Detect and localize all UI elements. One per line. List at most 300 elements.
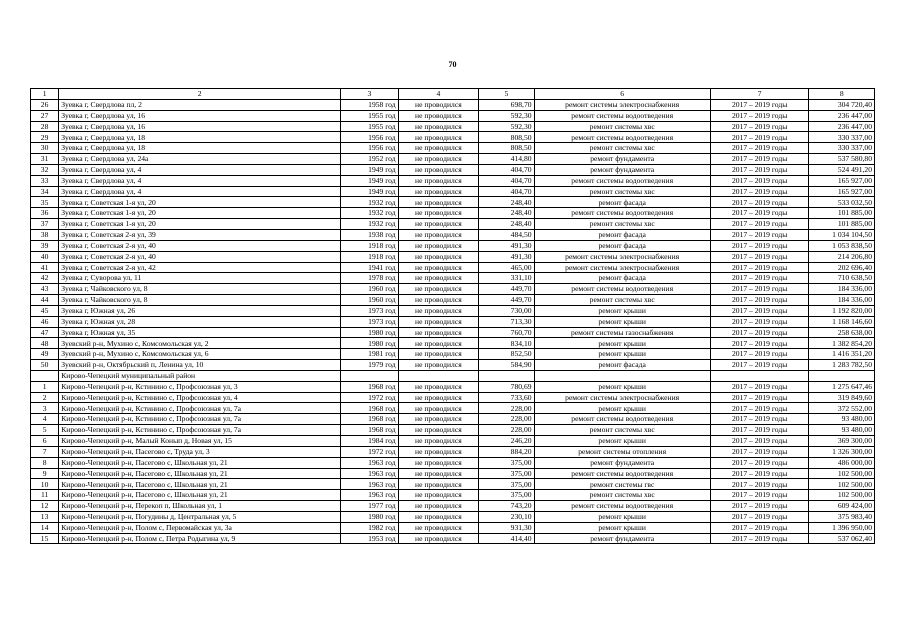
cell-address: Кирово-Чепецкий р-н, Погудины д, Центральная ул, 5 bbox=[59, 511, 341, 522]
cell-row-number: 43 bbox=[31, 284, 59, 295]
cell-row-number: 27 bbox=[31, 110, 59, 121]
cell-period: 2017 – 2019 годы bbox=[710, 175, 809, 186]
cell-cost: 236 447,00 bbox=[809, 121, 875, 132]
cell-work-type: ремонт системы водоотведения bbox=[534, 208, 710, 219]
cell-area: 449,70 bbox=[479, 295, 534, 306]
cell-last-repair: не проводился bbox=[398, 511, 479, 522]
cell-period: 2017 – 2019 годы bbox=[710, 132, 809, 143]
cell-address: Кирово-Чепецкий р-н, Полом с, Первомайская ул, 3а bbox=[59, 522, 341, 533]
cell-period: 2017 – 2019 годы bbox=[710, 305, 809, 316]
cell-work-type: ремонт крыши bbox=[534, 403, 710, 414]
cell-build-year: 1932 год bbox=[341, 219, 398, 230]
cell-period: 2017 – 2019 годы bbox=[710, 327, 809, 338]
cell-address: Зуевка г, Свердлова ул, 18 bbox=[59, 132, 341, 143]
column-header: 1 bbox=[31, 89, 59, 100]
cell-work-type: ремонт фасада bbox=[534, 229, 710, 240]
cell-area: 491,30 bbox=[479, 251, 534, 262]
cell-address: Зуевка г, Свердлова ул, 16 bbox=[59, 121, 341, 132]
cell-cost: 710 638,50 bbox=[809, 273, 875, 284]
cell-work-type: ремонт крыши bbox=[534, 305, 710, 316]
table-row bbox=[31, 186, 875, 197]
cell-area: 228,00 bbox=[479, 414, 534, 425]
cell-address: Кирово-Чепецкий р-н, Пасегово с, Труда ул, 3 bbox=[59, 446, 341, 457]
cell-period: 2017 – 2019 годы bbox=[710, 436, 809, 447]
cell-period: 2017 – 2019 годы bbox=[710, 262, 809, 273]
cell-work-type: ремонт системы водоотведения bbox=[534, 501, 710, 512]
cell-period: 2017 – 2019 годы bbox=[710, 316, 809, 327]
cell-row-number: 15 bbox=[31, 533, 59, 544]
cell-cost: 375 983,40 bbox=[809, 511, 875, 522]
cell-cost: 1 283 782,50 bbox=[809, 360, 875, 371]
cell-period: 2017 – 2019 годы bbox=[710, 164, 809, 175]
cell-area: 248,40 bbox=[479, 219, 534, 230]
cell-area: 584,90 bbox=[479, 360, 534, 371]
cell-cost: 102 500,00 bbox=[809, 490, 875, 501]
cell-period: 2017 – 2019 годы bbox=[710, 219, 809, 230]
cell-address: Зуевка г, Советская 2-я ул, 40 bbox=[59, 251, 341, 262]
cell-cost: 537 580,80 bbox=[809, 154, 875, 165]
table-row bbox=[31, 110, 875, 121]
cell-address: Зуевка г, Свердлова ул, 4 bbox=[59, 175, 341, 186]
cell-period: 2017 – 2019 годы bbox=[710, 468, 809, 479]
cell-build-year: 1972 год bbox=[341, 446, 398, 457]
cell-address: Зуевка г, Свердлова ул, 18 bbox=[59, 143, 341, 154]
cell-last-repair: не проводился bbox=[398, 284, 479, 295]
cell-build-year: 1968 год bbox=[341, 414, 398, 425]
cell-build-year: 1963 год bbox=[341, 490, 398, 501]
cell-row-number: 38 bbox=[31, 229, 59, 240]
cell-build-year: 1932 год bbox=[341, 197, 398, 208]
cell-area: 228,00 bbox=[479, 403, 534, 414]
cell-area: 491,30 bbox=[479, 240, 534, 251]
cell-work-type: ремонт системы электроснабжения bbox=[534, 99, 710, 110]
cell-area: 780,69 bbox=[479, 381, 534, 392]
table-row bbox=[31, 457, 875, 468]
table-row bbox=[31, 295, 875, 306]
cell-build-year: 1963 год bbox=[341, 457, 398, 468]
cell-work-type: ремонт системы хвс bbox=[534, 143, 710, 154]
cell-period: 2017 – 2019 годы bbox=[710, 349, 809, 360]
cell-work-type: ремонт системы хвс bbox=[534, 121, 710, 132]
cell-build-year: 1960 год bbox=[341, 295, 398, 306]
cell-cost: 102 500,00 bbox=[809, 479, 875, 490]
cell-area: 743,20 bbox=[479, 501, 534, 512]
column-header: 5 bbox=[479, 89, 534, 100]
cell-address: Кирово-Чепецкий р-н, Пасегово с, Школьная ул, 21 bbox=[59, 479, 341, 490]
cell-last-repair: не проводился bbox=[398, 436, 479, 447]
cell-row-number: 7 bbox=[31, 446, 59, 457]
cell-last-repair: не проводился bbox=[398, 262, 479, 273]
cell-address: Зуевка г, Суворова ул, 11 bbox=[59, 273, 341, 284]
cell-build-year: 1956 год bbox=[341, 132, 398, 143]
cell-build-year: 1955 год bbox=[341, 110, 398, 121]
cell-build-year: 1918 год bbox=[341, 251, 398, 262]
cell-work-type: ремонт крыши bbox=[534, 338, 710, 349]
cell-build-year: 1960 год bbox=[341, 284, 398, 295]
table-row bbox=[31, 273, 875, 284]
cell-period: 2017 – 2019 годы bbox=[710, 533, 809, 544]
cell-work-type: ремонт системы хвс bbox=[534, 295, 710, 306]
cell-last-repair: не проводился bbox=[398, 457, 479, 468]
table-row bbox=[31, 327, 875, 338]
cell-row-number: 26 bbox=[31, 99, 59, 110]
cell-last-repair: не проводился bbox=[398, 316, 479, 327]
cell-address: Кирово-Чепецкий р-н, Кстинино с, Профсоюзная ул, 3 bbox=[59, 381, 341, 392]
cell-work-type bbox=[534, 370, 710, 381]
cell-address: Зуевский р-н, Мухино с, Комсомольская ул, 2 bbox=[59, 338, 341, 349]
table-row bbox=[31, 305, 875, 316]
cell-row-number: 47 bbox=[31, 327, 59, 338]
cell-cost: 330 337,00 bbox=[809, 143, 875, 154]
cell-address: Зуевка г, Свердлова пл, 2 bbox=[59, 99, 341, 110]
cell-build-year: 1982 год bbox=[341, 522, 398, 533]
cell-address: Кирово-Чепецкий р-н, Кстинино с, Профсоюзная ул, 4 bbox=[59, 392, 341, 403]
cell-period: 2017 – 2019 годы bbox=[710, 110, 809, 121]
cell-row-number: 40 bbox=[31, 251, 59, 262]
cell-cost: 184 336,00 bbox=[809, 295, 875, 306]
cell-period: 2017 – 2019 годы bbox=[710, 154, 809, 165]
cell-area: 414,80 bbox=[479, 154, 534, 165]
table-row bbox=[31, 284, 875, 295]
cell-row-number: 1 bbox=[31, 381, 59, 392]
cell-cost: 184 336,00 bbox=[809, 284, 875, 295]
cell-last-repair: не проводился bbox=[398, 121, 479, 132]
cell-last-repair: не проводился bbox=[398, 360, 479, 371]
cell-area: 331,10 bbox=[479, 273, 534, 284]
cell-work-type: ремонт системы хвс bbox=[534, 219, 710, 230]
cell-work-type: ремонт фундамента bbox=[534, 164, 710, 175]
cell-address: Кирово-Чепецкий р-н, Малый Конып д, Новая ул, 15 bbox=[59, 436, 341, 447]
cell-work-type: ремонт системы хвс bbox=[534, 425, 710, 436]
cell-address: Кирово-Чепецкий р-н, Перекоп п, Школьная ул, 1 bbox=[59, 501, 341, 512]
cell-cost: 93 480,00 bbox=[809, 425, 875, 436]
cell-address: Кирово-Чепецкий р-н, Полом с, Петра Родыгина ул, 9 bbox=[59, 533, 341, 544]
cell-address: Кирово-Чепецкий р-н, Пасегово с, Школьная ул, 21 bbox=[59, 457, 341, 468]
cell-build-year: 1980 год bbox=[341, 327, 398, 338]
cell-address: Зуевка г, Свердлова ул, 4 bbox=[59, 164, 341, 175]
cell-last-repair: не проводился bbox=[398, 143, 479, 154]
cell-row-number: 45 bbox=[31, 305, 59, 316]
cell-area: 375,00 bbox=[479, 468, 534, 479]
cell-address: Зуевка г, Свердлова ул, 4 bbox=[59, 186, 341, 197]
cell-cost: 101 885,00 bbox=[809, 208, 875, 219]
section-header-row bbox=[31, 370, 875, 381]
cell-build-year: 1984 год bbox=[341, 436, 398, 447]
cell-last-repair: не проводился bbox=[398, 392, 479, 403]
cell-area: 808,50 bbox=[479, 143, 534, 154]
cell-last-repair: не проводился bbox=[398, 381, 479, 392]
cell-row-number: 30 bbox=[31, 143, 59, 154]
cell-address: Кирово-Чепецкий муниципальный район bbox=[59, 370, 341, 381]
cell-area: 404,70 bbox=[479, 175, 534, 186]
cell-last-repair: не проводился bbox=[398, 533, 479, 544]
column-number-header-row bbox=[31, 89, 875, 100]
cell-build-year: 1952 год bbox=[341, 154, 398, 165]
cell-build-year: 1981 год bbox=[341, 349, 398, 360]
cell-work-type: ремонт системы водоотведения bbox=[534, 284, 710, 295]
cell-address: Зуевский р-н, Октябрьский п, Ленина ул, 10 bbox=[59, 360, 341, 371]
cell-row-number: 9 bbox=[31, 468, 59, 479]
cell-cost: 1 396 950,00 bbox=[809, 522, 875, 533]
cell-build-year bbox=[341, 370, 398, 381]
cell-area: 733,60 bbox=[479, 392, 534, 403]
cell-last-repair: не проводился bbox=[398, 468, 479, 479]
cell-area: 698,70 bbox=[479, 99, 534, 110]
table-row bbox=[31, 436, 875, 447]
cell-area: 730,00 bbox=[479, 305, 534, 316]
cell-cost: 165 927,00 bbox=[809, 175, 875, 186]
cell-area: 808,50 bbox=[479, 132, 534, 143]
cell-cost: 1 416 351,20 bbox=[809, 349, 875, 360]
cell-area: 404,70 bbox=[479, 186, 534, 197]
cell-last-repair: не проводился bbox=[398, 240, 479, 251]
cell-cost: 1 326 300,00 bbox=[809, 446, 875, 457]
cell-address: Зуевка г, Советская 2-я ул, 39 bbox=[59, 229, 341, 240]
column-header: 2 bbox=[59, 89, 341, 100]
table-row bbox=[31, 403, 875, 414]
column-header: 7 bbox=[710, 89, 809, 100]
cell-row-number: 35 bbox=[31, 197, 59, 208]
table-row bbox=[31, 490, 875, 501]
table-row bbox=[31, 262, 875, 273]
cell-cost: 202 696,40 bbox=[809, 262, 875, 273]
cell-build-year: 1968 год bbox=[341, 403, 398, 414]
cell-cost: 1 053 838,50 bbox=[809, 240, 875, 251]
cell-period: 2017 – 2019 годы bbox=[710, 414, 809, 425]
cell-cost: 1 168 146,60 bbox=[809, 316, 875, 327]
cell-work-type: ремонт системы водоотведения bbox=[534, 468, 710, 479]
cell-build-year: 1941 год bbox=[341, 262, 398, 273]
cell-row-number: 6 bbox=[31, 436, 59, 447]
cell-last-repair: не проводился bbox=[398, 479, 479, 490]
table-row bbox=[31, 414, 875, 425]
cell-area: 228,00 bbox=[479, 425, 534, 436]
cell-address: Зуевский р-н, Мухино с, Комсомольская ул, 6 bbox=[59, 349, 341, 360]
cell-cost bbox=[809, 370, 875, 381]
cell-work-type: ремонт крыши bbox=[534, 522, 710, 533]
cell-area: 592,30 bbox=[479, 121, 534, 132]
column-header: 8 bbox=[809, 89, 875, 100]
cell-last-repair: не проводился bbox=[398, 251, 479, 262]
cell-area: 449,70 bbox=[479, 284, 534, 295]
table-row bbox=[31, 360, 875, 371]
table-row bbox=[31, 219, 875, 230]
cell-build-year: 1949 год bbox=[341, 186, 398, 197]
table-row bbox=[31, 316, 875, 327]
column-header: 4 bbox=[398, 89, 479, 100]
table-row bbox=[31, 164, 875, 175]
cell-area: 375,00 bbox=[479, 457, 534, 468]
cell-period: 2017 – 2019 годы bbox=[710, 457, 809, 468]
cell-work-type: ремонт крыши bbox=[534, 349, 710, 360]
cell-last-repair: не проводился bbox=[398, 132, 479, 143]
cell-build-year: 1918 год bbox=[341, 240, 398, 251]
cell-row-number: 41 bbox=[31, 262, 59, 273]
cell-address: Зуевка г, Южная ул, 35 bbox=[59, 327, 341, 338]
cell-work-type: ремонт системы хвс bbox=[534, 490, 710, 501]
table-row bbox=[31, 522, 875, 533]
cell-cost: 369 300,00 bbox=[809, 436, 875, 447]
cell-cost: 319 849,60 bbox=[809, 392, 875, 403]
cell-build-year: 1949 год bbox=[341, 164, 398, 175]
cell-area: 230,10 bbox=[479, 511, 534, 522]
cell-address: Зуевка г, Советская 1-я ул, 20 bbox=[59, 219, 341, 230]
cell-period: 2017 – 2019 годы bbox=[710, 392, 809, 403]
cell-row-number: 31 bbox=[31, 154, 59, 165]
table-row bbox=[31, 338, 875, 349]
cell-area bbox=[479, 370, 534, 381]
cell-row-number: 28 bbox=[31, 121, 59, 132]
cell-row-number: 48 bbox=[31, 338, 59, 349]
cell-work-type: ремонт системы электроснабжения bbox=[534, 251, 710, 262]
cell-work-type: ремонт фасада bbox=[534, 240, 710, 251]
cell-build-year: 1955 год bbox=[341, 121, 398, 132]
table-row bbox=[31, 175, 875, 186]
cell-area: 375,00 bbox=[479, 490, 534, 501]
cell-address: Кирово-Чепецкий р-н, Пасегово с, Школьная ул, 21 bbox=[59, 468, 341, 479]
cell-work-type: ремонт системы водоотведения bbox=[534, 414, 710, 425]
table-row bbox=[31, 392, 875, 403]
cell-row-number: 11 bbox=[31, 490, 59, 501]
cell-build-year: 1968 год bbox=[341, 425, 398, 436]
cell-period: 2017 – 2019 годы bbox=[710, 99, 809, 110]
cell-last-repair: не проводился bbox=[398, 186, 479, 197]
cell-build-year: 1956 год bbox=[341, 143, 398, 154]
cell-cost: 524 491,20 bbox=[809, 164, 875, 175]
cell-row-number: 10 bbox=[31, 479, 59, 490]
cell-build-year: 1953 год bbox=[341, 533, 398, 544]
cell-last-repair: не проводился bbox=[398, 425, 479, 436]
cell-cost: 101 885,00 bbox=[809, 219, 875, 230]
cell-row-number: 49 bbox=[31, 349, 59, 360]
cell-row-number: 39 bbox=[31, 240, 59, 251]
cell-period: 2017 – 2019 годы bbox=[710, 381, 809, 392]
table-row bbox=[31, 143, 875, 154]
cell-last-repair: не проводился bbox=[398, 490, 479, 501]
cell-area: 375,00 bbox=[479, 479, 534, 490]
cell-cost: 1 382 854,20 bbox=[809, 338, 875, 349]
cell-work-type: ремонт крыши bbox=[534, 381, 710, 392]
cell-row-number: 32 bbox=[31, 164, 59, 175]
cell-address: Зуевка г, Свердлова ул, 24а bbox=[59, 154, 341, 165]
cell-row-number: 42 bbox=[31, 273, 59, 284]
cell-last-repair: не проводился bbox=[398, 522, 479, 533]
cell-cost: 330 337,00 bbox=[809, 132, 875, 143]
cell-last-repair: не проводился bbox=[398, 219, 479, 230]
cell-last-repair: не проводился bbox=[398, 273, 479, 284]
table-row bbox=[31, 208, 875, 219]
cell-last-repair: не проводился bbox=[398, 295, 479, 306]
table-row bbox=[31, 240, 875, 251]
cell-area: 884,20 bbox=[479, 446, 534, 457]
cell-work-type: ремонт системы электроснабжения bbox=[534, 262, 710, 273]
cell-cost: 304 720,40 bbox=[809, 99, 875, 110]
cell-build-year: 1977 год bbox=[341, 501, 398, 512]
cell-cost: 609 424,00 bbox=[809, 501, 875, 512]
cell-period: 2017 – 2019 годы bbox=[710, 522, 809, 533]
table-row bbox=[31, 121, 875, 132]
cell-cost: 214 206,80 bbox=[809, 251, 875, 262]
cell-address: Кирово-Чепецкий р-н, Пасегово с, Школьная ул, 21 bbox=[59, 490, 341, 501]
table-row bbox=[31, 468, 875, 479]
cell-row-number: 14 bbox=[31, 522, 59, 533]
cell-last-repair: не проводился bbox=[398, 229, 479, 240]
cell-period: 2017 – 2019 годы bbox=[710, 511, 809, 522]
cell-cost: 1 192 820,00 bbox=[809, 305, 875, 316]
cell-last-repair: не проводился bbox=[398, 175, 479, 186]
column-header: 3 bbox=[341, 89, 398, 100]
cell-work-type: ремонт системы хвс bbox=[534, 186, 710, 197]
cell-last-repair: не проводился bbox=[398, 110, 479, 121]
cell-work-type: ремонт крыши bbox=[534, 436, 710, 447]
cell-address: Кирово-Чепецкий р-н, Кстинино с, Профсоюзная ул, 7а bbox=[59, 414, 341, 425]
repair-schedule-table bbox=[30, 88, 875, 544]
cell-cost: 1 034 104,50 bbox=[809, 229, 875, 240]
cell-row-number: 29 bbox=[31, 132, 59, 143]
cell-area: 246,20 bbox=[479, 436, 534, 447]
cell-cost: 93 480,00 bbox=[809, 414, 875, 425]
cell-work-type: ремонт системы отопления bbox=[534, 446, 710, 457]
table-row bbox=[31, 349, 875, 360]
cell-work-type: ремонт фундамента bbox=[534, 533, 710, 544]
cell-build-year: 1968 год bbox=[341, 381, 398, 392]
table-row bbox=[31, 99, 875, 110]
cell-area: 414,40 bbox=[479, 533, 534, 544]
table-row bbox=[31, 154, 875, 165]
cell-period: 2017 – 2019 годы bbox=[710, 240, 809, 251]
cell-work-type: ремонт системы водоотведения bbox=[534, 132, 710, 143]
cell-address: Зуевка г, Советская 1-я ул, 20 bbox=[59, 208, 341, 219]
cell-area: 465,00 bbox=[479, 262, 534, 273]
cell-address: Зуевка г, Советская 1-я ул, 20 bbox=[59, 197, 341, 208]
cell-row-number: 36 bbox=[31, 208, 59, 219]
cell-period: 2017 – 2019 годы bbox=[710, 490, 809, 501]
cell-last-repair: не проводился bbox=[398, 501, 479, 512]
cell-period: 2017 – 2019 годы bbox=[710, 229, 809, 240]
cell-row-number bbox=[31, 370, 59, 381]
cell-last-repair: не проводился bbox=[398, 446, 479, 457]
cell-area: 852,50 bbox=[479, 349, 534, 360]
cell-build-year: 1958 год bbox=[341, 99, 398, 110]
cell-last-repair: не проводился bbox=[398, 305, 479, 316]
page-number: 70 bbox=[448, 60, 457, 69]
cell-period: 2017 – 2019 годы bbox=[710, 360, 809, 371]
cell-build-year: 1963 год bbox=[341, 479, 398, 490]
cell-period: 2017 – 2019 годы bbox=[710, 501, 809, 512]
cell-period: 2017 – 2019 годы bbox=[710, 121, 809, 132]
cell-work-type: ремонт системы электроснабжения bbox=[534, 392, 710, 403]
cell-cost: 533 032,50 bbox=[809, 197, 875, 208]
cell-period: 2017 – 2019 годы bbox=[710, 425, 809, 436]
cell-row-number: 37 bbox=[31, 219, 59, 230]
cell-last-repair: не проводился bbox=[398, 349, 479, 360]
cell-area: 760,70 bbox=[479, 327, 534, 338]
table-row bbox=[31, 533, 875, 544]
table-row bbox=[31, 446, 875, 457]
cell-area: 248,40 bbox=[479, 208, 534, 219]
column-header: 6 bbox=[534, 89, 710, 100]
cell-last-repair: не проводился bbox=[398, 403, 479, 414]
cell-area: 404,70 bbox=[479, 164, 534, 175]
cell-work-type: ремонт фундамента bbox=[534, 154, 710, 165]
table-row bbox=[31, 511, 875, 522]
cell-build-year: 1972 год bbox=[341, 392, 398, 403]
cell-address: Зуевка г, Советская 2-я ул, 42 bbox=[59, 262, 341, 273]
cell-last-repair: не проводился bbox=[398, 414, 479, 425]
cell-period: 2017 – 2019 годы bbox=[710, 295, 809, 306]
cell-address: Кирово-Чепецкий р-н, Кстинино с, Профсоюзная ул, 7а bbox=[59, 403, 341, 414]
cell-address: Зуевка г, Свердлова ул, 16 bbox=[59, 110, 341, 121]
